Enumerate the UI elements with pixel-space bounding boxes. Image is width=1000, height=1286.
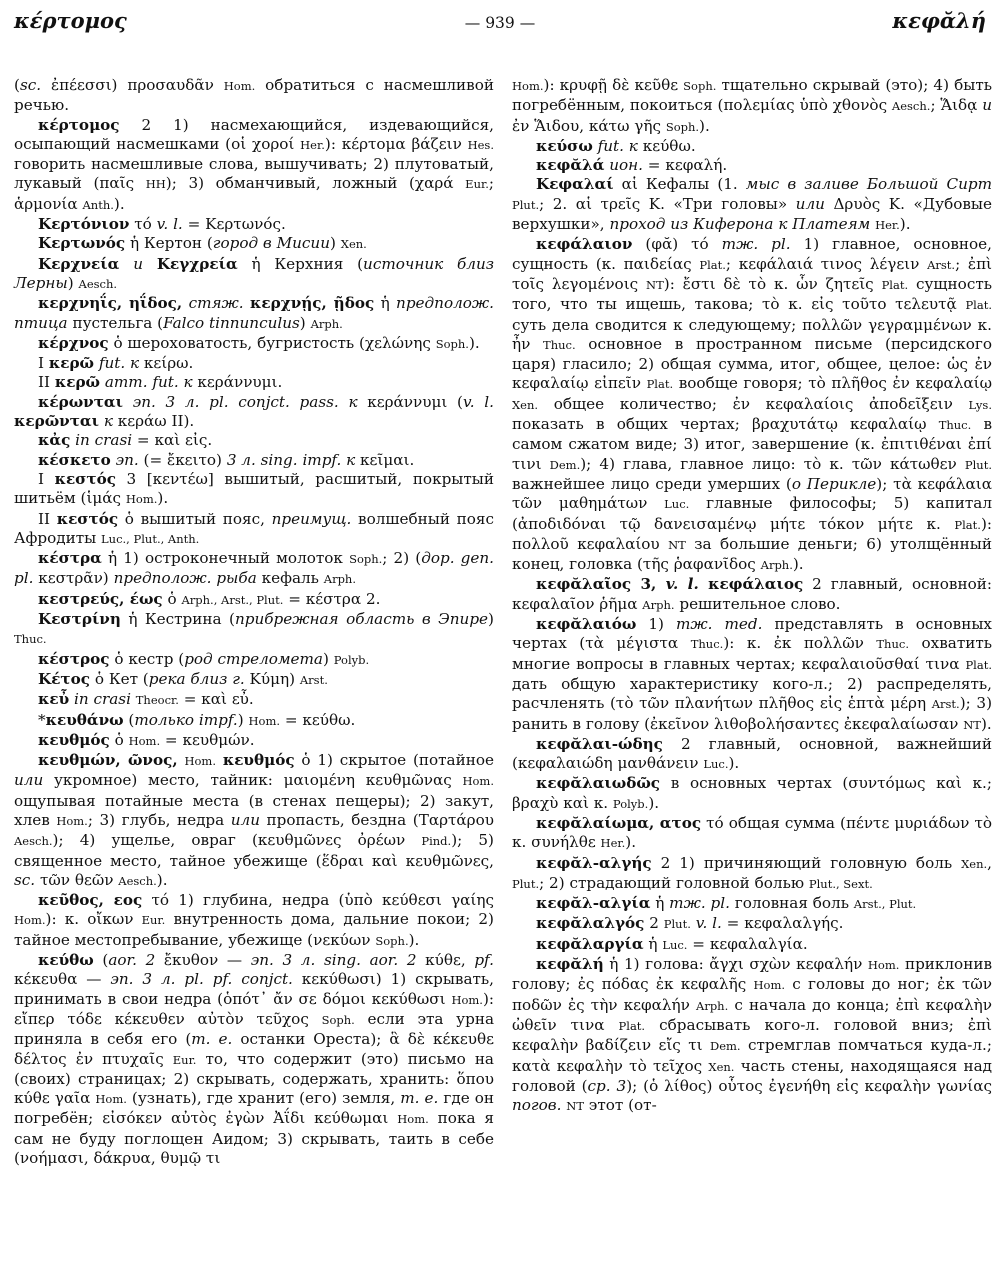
dictionary-entry: (sc. ἐπέεσσι) προσαυδᾶν Hom. обратиться с насмешливой речью. (14, 76, 494, 115)
dictionary-entry: I κεστός 3 [κεντέω] вышитый, расшитый, покрытый шитьём (ἱμάς Hom.). (14, 469, 494, 508)
header-left-word: κέρτομος (14, 8, 127, 33)
header-right-word: κεφᾰλή (892, 8, 986, 33)
dictionary-entry: κεστρεύς, έως ὁ Arph., Arst., Plut. = κέστρα 2. (38, 589, 381, 608)
dictionary-entry: κεφᾰλαίωμα, ατος τό общая сумма (πέντε μυριάδων τὸ κ. συνήλθε Her.). (512, 813, 992, 852)
dictionary-entry: κέστρος ὁ кестр (род стрелометa) Polyb. (38, 649, 370, 668)
dictionary-entry: κεφᾰλά ион. = κεφαλή. (536, 156, 728, 175)
dictionary-entry: Κεφαλαί αἱ Кефалы (1. мыс в заливе Большой Сирт Plut.; 2. αἱ τρεῖς Κ. «Три головы» или Δρυὸς Κ. «Дубовые верхушки», проход из Киферона к Платеям Her.). (512, 175, 992, 234)
left-column (14, 76, 494, 1168)
dictionary-entry: Κεστρίνη ἡ Кестрина (прибрежная область в Эпире) Thuc. (14, 610, 494, 647)
dictionary-entry: κεῦθος, εος τό 1) глубина, недра (ὑπὸ κεύθεσι γαίης Hom.): κ. οἴκων Eur. внутренность дома, дальние покои; 2) тайное местопребывание, убежище (νεκύων Soph.). (14, 891, 494, 949)
dictionary-entry: κερχνηΐς, ηΐδος, стяж. κερχνῄς, ῇδος ἡ предполож. птица пустельга (Falco tinnunculus) Arph. (14, 294, 494, 332)
dictionary-entry: Κερχνεία и Κεγχρεία ἡ Керхния (источник близ Лерны) Aesch. (14, 254, 495, 292)
dictionary-entry: κεφάλαιον (φᾰ) τό тж. pl. 1) главное, основное, сущность (κ. παιδείας Plat.; κεφάλαιά τινος λέγειν Arst.; ἐπὶ τοῖς λεγομένοις NT): ἔστι δὲ τὸ κ. ὧν ζητεῖς Plat. сущность того, что ты ищешь, такова; τὸ κ. εἰς τοῦτο τελευτᾷ Plat. суть дела сводится к следующему; πολλῶν γεγραμμένων κ. ἦν Thuc. основное в пространном письме (персидского царя) гласило; 2) общая сумма, итог, общее, целое: ὡς ἐν κεφαλαίῳ εἰπεῖν Plat. вообще говоря; τὸ πλῆθος ἐν κεφαλαίῳ Xen. общее количество; ἐν κεφαλαίοις ἀποδεῖξειν Lys. показать в общих чертах; βραχυτάτῳ κεφαλαίῳ Thuc. в самом сжатом виде; 3) итог, завершение (κ. ἐπιτιθέναι ἐπί τινι Dem.); 4) глава, главное лицо: τὸ κ. τῶν κάτωθεν Plut. важнейшее лицо среди умерших (о Перикле); τὰ κεφάλαια τῶν μαθημάτων Luc. главные философы; 5) капитал (ἀποδιδόναι τῷ δανεισαμένῳ μήτε τόκον μήτε κ. Plat.): πολλοῦ κεφαλαίου NT за большие деньги; 6) утолщённый конец, головка (τῆς ῥαφανῖδος Arph.). (512, 235, 993, 574)
page-number: — 939 — (464, 14, 536, 32)
dictionary-entry: κέρχνος ὁ шероховатость, бугристость (χελώνης Soph.). (38, 333, 480, 352)
dictionary-entry: κευθμών, ῶνος, Hom. κευθμός ὁ 1) скрытое (потайное или укромное) место, тайник: μαιομένη κευθμῶνας Hom. ощупывая потайные места (в стенах пещеры); 2) закут, хлев Hom.; 3) глубь, недра или пропасть, бездна (Ταρτάρου Aesch.); 4) ущелье, овраг (κευθμῶνες ὀρέων Pind.); 5) священное место, тайное убежище (ἕδραι καὶ κευθμῶνες, sc. τῶν θεῶν Aesch.). (14, 751, 494, 889)
dictionary-entry: κεὖ in crasi Theocr. = καὶ εὖ. (38, 690, 254, 709)
dictionary-entry: Κερτωνός ἡ Кертон (город в Мисии) Xen. (38, 234, 367, 253)
dictionary-entry: κεύσω fut. к κεύθω. (536, 136, 696, 155)
dictionary-entry: κεφᾰλαιωδῶς в основных чертах (συντόμως καὶ κ.; βραχὺ καὶ κ. Polyb.). (512, 774, 992, 812)
dictionary-entry: Κερτόνιον τό v. l. = Κερτωνός. (38, 215, 286, 234)
dictionary-entry: κεφᾰλαλγός 2 Plut. v. l. = κεφαλαλγής. (536, 914, 844, 933)
dictionary-entry: κεφᾰλαῖος 3, v. l. κεφάλαιος 2 главный, основной: κεφαλαῖον ῥῆμα Arph. решительное слово. (512, 575, 992, 613)
dictionary-entry: I κερῶ fut. к κείρω. (38, 354, 194, 373)
right-column (512, 76, 992, 1116)
dictionary-entry: κέρτομος 2 1) насмехающийся, издевающийся, осыпающий насмешками (οἱ χοροί Her.): κέρτομα βάζειν Hes. говорить насмешливые слова, вышучивать; 2) плутоватый, лукавый (παῖς HH); 3) обманчивый, ложный (χαρά Eur.; ἁρμονία Anth.). (14, 115, 494, 213)
dictionary-entry: κεφᾰλαι-ώδης 2 главный, основной, важнейший (κεφαλαιώδη μανθάνειν Luc.). (512, 734, 992, 773)
dictionary-entry: κεύθω (aor. 2 ἔκυθον — эп. 3 л. sing. aor. 2 κύθε, pf. κέκευθα — эп. 3 л. pl. pf. conjct. κεκύθωσι) 1) скрывать, принимать в свои недра (ὁπότ᾽ ἄν σε δόμοι κεκύθωσι Hom.): εἴπερ τόδε κέκευθεν αὐτὸν τεῦχος Soph. если эта урна приняла в себя его (т. е. останки Ореста); ἃ δὲ κέκευθε δέλτος ἐν πτυχαῖς Eur. то, что содержит (это) письмо на (своих) страницах; 2) скрывать, содержать, хранить: ὅπου κύθε γαῖα Hom. (узнать), где хранит (его) земля, т. е. где он погребён; εἰσόκεν αὐτὸς ἐγὼν Ἀΐδι κεύθωμαι Hom. пока я сам не буду поглощен Аидом; 3) скрывать, таить в себе (νοήμασι, δάκρυα, θυμῷ τι (14, 951, 495, 1168)
dictionary-entry: *κευθάνω (только impf.) Hom. = κεύθω. (38, 710, 356, 729)
dictionary-entry: Hom.): κρυφῇ δὲ κεῦθε Soph. тщательно скрывай (это); 4) быть погребённым, покоиться (πολεμίας ὑπὸ χθονὸς Aesch.; Ἅιδᾳ и ἐν Ἅιδου, κάτω γῆς Soph.). (512, 76, 992, 135)
dictionary-entry: κεφᾰλαργία ἡ Luc. = κεφαλαλγία. (536, 934, 808, 953)
page-header (14, 8, 986, 42)
dictionary-entry: κἀς in crasi = καὶ εἰς. (38, 431, 213, 450)
dictionary-entry: κεφᾰλ-αλγία ἡ тж. pl. головная боль Arst., Plut. (536, 894, 917, 913)
dictionary-entry: II κεστός ὁ вышитый пояс, преимущ. волшебный пояс Афродиты Luc., Plut., Anth. (14, 509, 494, 547)
dictionary-entry: κεφᾰλαιόω 1) тж. med. представлять в основных чертах (τὰ μέγιστα Thuc.): κ. ἐκ πολλῶν Thuc. охватить многие вопросы в главных чертах; κεφαλαιοῦσθαί τινα Plat. дать общую характеристику кого-л.; 2) распределять, расчленять (τὸ τῶν πλανήτων πλῆθος εἰς ἑπτὰ μέρη Arst.); 3) ранить в голову (ἐκεῖνον λιθοβολήσαντες ἐκεφαλαίωσαν NT). (512, 615, 993, 733)
dictionary-entry: κεφᾰλή ἡ 1) голова: ἄγχι σχὼν κεφαλήν Hom. приклонив голову; ἐς πόδας ἐκ κεφαλῆς Hom. с головы до ног; ἐκ τῶν ποδῶν ἐς τὴν κεφαλήν Arph. с начала до конца; ἐπὶ κεφαλὴν ὠθεῖν τινα Plat. сбрасывать кого-л. головой вниз; ἐπὶ κεφαλὴν βαδίζειν εἴς τι Dem. стремглав помчаться куда-л.; κατὰ κεφαλὴν τὸ τεῖχος Xen. часть стены, находящаяся над головой (ср. 3); (ὁ λίθος) οὗτος ἐγενήθη εἰς κεφαλὴν γωνίας погов. NT этот (от- (512, 955, 993, 1115)
dictionary-entry: κέρωνται эп. 3 л. pl. conjct. pass. к κεράννυμι (v. l. κερῶνται к κεράω II). (14, 392, 494, 431)
dictionary-entry: Κέτος ὁ Кет (река близ г. Κύμη) Arst. (38, 669, 328, 688)
dictionary-entry: κευθμός ὁ Hom. = κευθμών. (38, 730, 255, 749)
dictionary-entry: κεφᾰλ-αλγής 2 1) причиняющий головную боль Xen., Plut.; 2) страдающий головной болью Plut., Sext. (512, 853, 992, 892)
dictionary-entry: κέστρα ἡ 1) остроконечный молоток Soph.; 2) (дор. gen. pl. κεστρᾶν) предполож. рыба кефаль Arph. (14, 549, 494, 588)
dictionary-entry: κέσκετο эп. (= ἔκειτο) 3 л. sing. impf. к κεῖμαι. (38, 450, 415, 469)
dictionary-entry: II κερῶ атт. fut. к κεράννυμι. (38, 373, 283, 392)
